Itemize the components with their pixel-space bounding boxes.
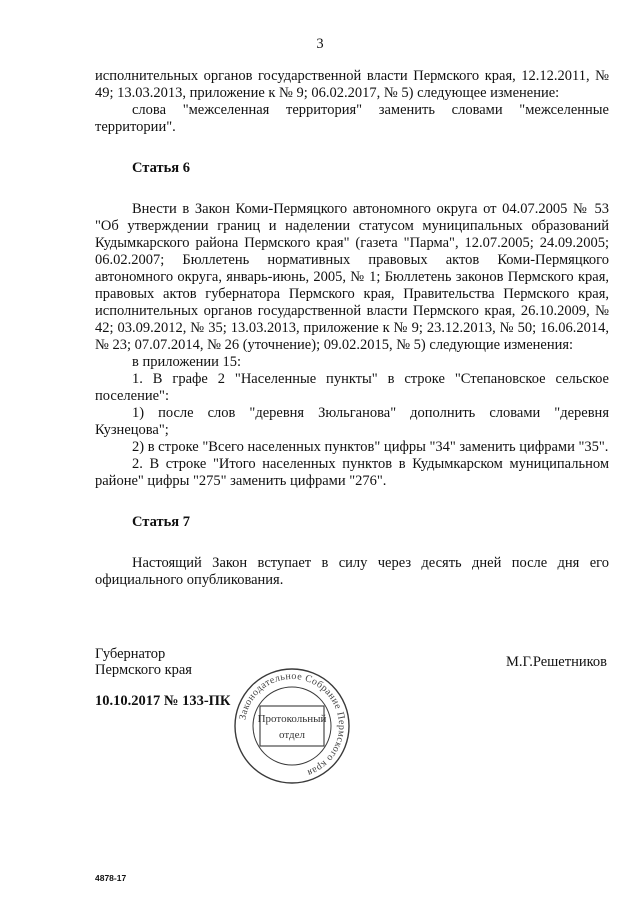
svg-text:отдел: отдел (279, 729, 305, 741)
signatory-name: М.Г.Решетников (505, 654, 607, 670)
document-body (95, 68, 609, 589)
signature-block (95, 646, 192, 678)
article-6-item-2: 2. В строке "Итого населенных пунктов в Кудымкарском муниципальном районе" цифры "275" заменить цифрами "276". (95, 456, 609, 489)
signature-title-line-1: Губернатор (95, 646, 166, 662)
stamp-seal-icon (232, 666, 352, 786)
article-6-intro: Внести в Закон Коми-Пермяцкого автономного округа от 04.07.2005 № 53 "Об утверждении границ и наделении статусом муниципальных образований Кудымкарского района Пермского края" (газета "Парма", 12.07.2005; 24.09.2005; 06.02.2007; Бюллетень нормативных правовых актов Коми-Пермяцкого автономного округа, январь-июнь, 2005, № 1; Бюллетень законов Пермского края, правовых актов губернатора Пермского края, Правительства Пермского края, исполнительных органов государственной власти Пермского края, 26.10.2009, № 42; 03.09.2012, № 35; 13.03.2013, приложение к № 9; 23.12.2013, № 50; 16.06.2014, № 23; 07.07.2014, № 26 (уточнение); 09.02.2015, № 5) следующие изменения: (95, 201, 609, 353)
article-6-item-1: 1. В графе 2 "Населенные пункты" в строке "Степановское сельское поселение": (95, 371, 609, 404)
svg-text:Законодательное Собрание Пермс: Законодательное Собрание Пермского края (237, 670, 348, 779)
footer-document-code: 4878-17 (95, 873, 127, 883)
paragraph-continuation: исполнительных органов государственной власти Пермского края, 12.12.2011, № 49; 13.03.2013, приложение к № 9; 06.02.2017, № 5) следующее изменение: (95, 68, 609, 101)
official-stamp (232, 666, 352, 786)
article-6-heading: Статья 6 (132, 160, 190, 176)
signature-title-line-2: Пермского края (95, 662, 192, 678)
article-6-item-1-2: 2) в строке "Всего населенных пунктов" цифры "34" заменить цифрами "35". (132, 439, 609, 455)
svg-text:Протокольный: Протокольный (257, 713, 327, 725)
article-7-text: Настоящий Закон вступает в силу через десять дней после дня его официального опубликования. (95, 555, 609, 588)
article-6-item-1-1: 1) после слов "деревня Зюльганова" дополнить словами "деревня Кузнецова"; (95, 405, 609, 438)
law-date-number: 10.10.2017 № 133-ПК (95, 693, 231, 709)
paragraph-replacement: слова "межселенная территория" заменить словами "межселенные территории". (95, 102, 609, 135)
article-6-appendix: в приложении 15: (132, 354, 242, 370)
page-number: 3 (316, 36, 324, 52)
article-7-heading: Статья 7 (132, 514, 190, 530)
